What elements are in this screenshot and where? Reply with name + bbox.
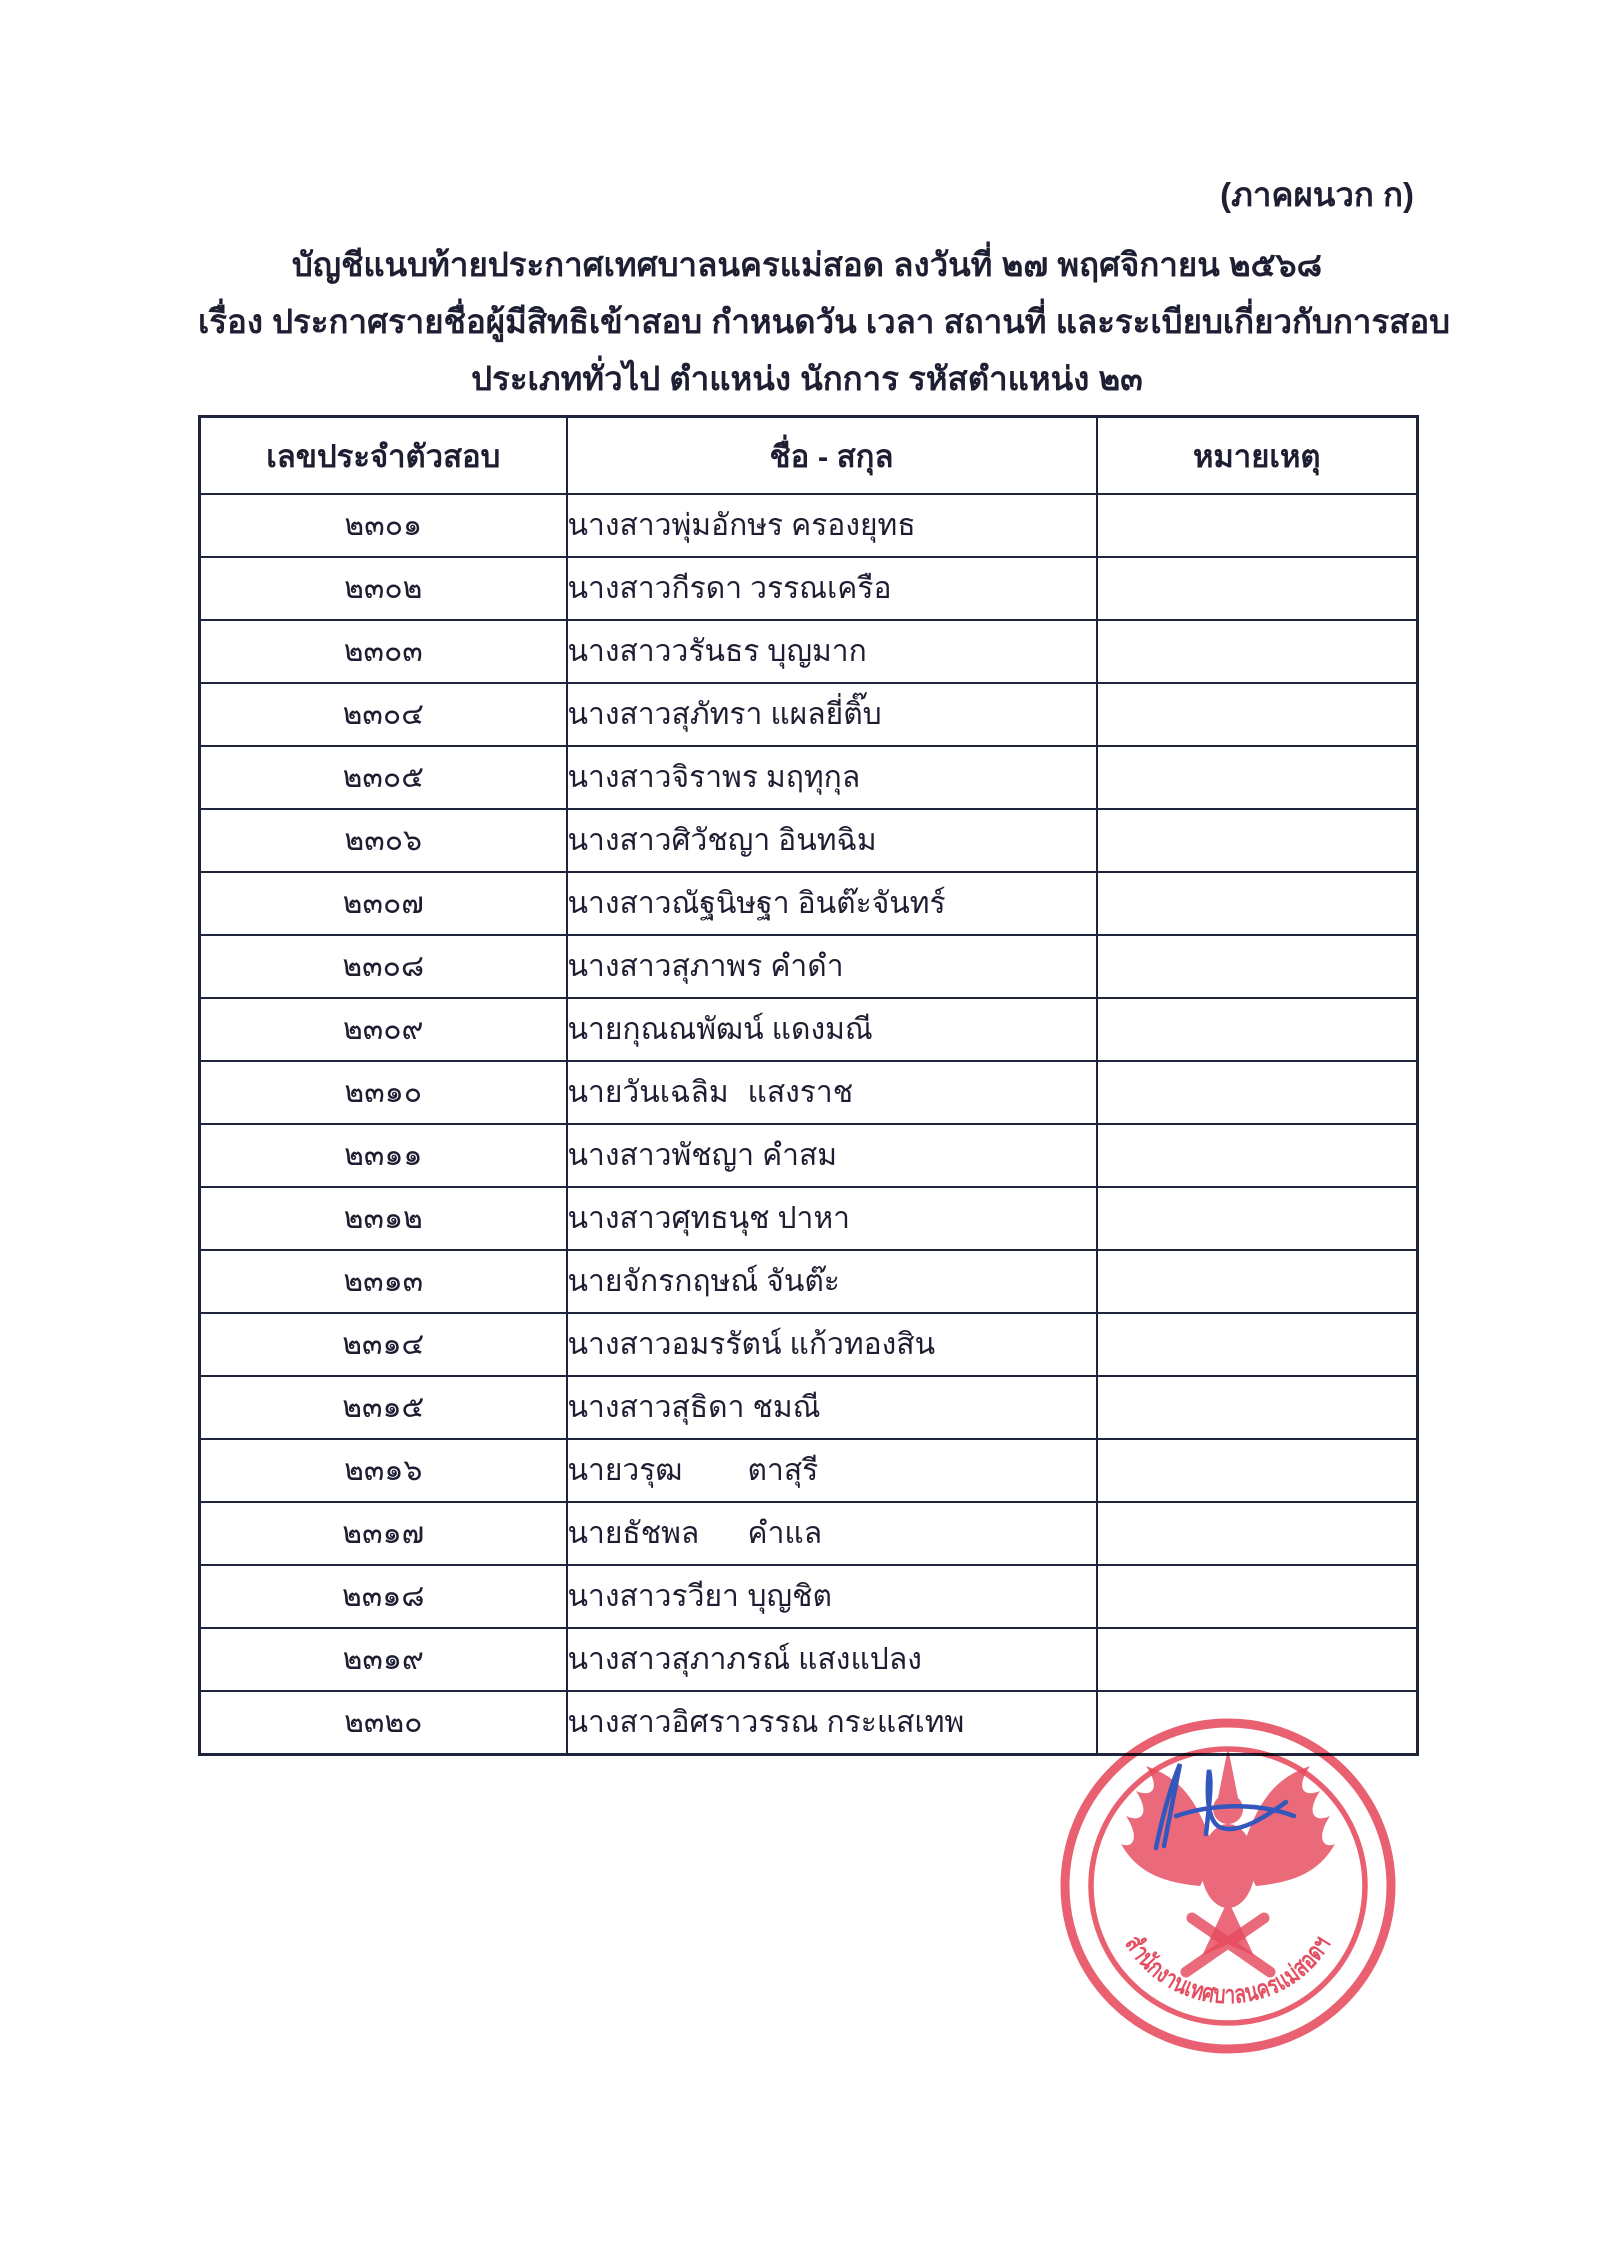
stamp-org-text: สำนักงานเทศบาลนครแม่สอดฯ — [1119, 1928, 1338, 2010]
name-cell — [567, 935, 1097, 998]
remark-cell — [1097, 935, 1418, 998]
signature-icon — [1156, 1764, 1294, 1848]
roster-table-body — [200, 494, 1418, 1755]
remark-cell — [1097, 1628, 1418, 1691]
table-row — [200, 1124, 1418, 1187]
last-name: แสงแปลง — [798, 1643, 922, 1676]
header-remark: หมายเหตุ — [1097, 417, 1418, 495]
first-name: นางสาววรันธร — [567, 635, 760, 668]
table-row — [200, 1061, 1418, 1124]
exam-id-cell: ๒๓๑๕ — [200, 1376, 567, 1439]
last-name: คำดำ — [770, 950, 844, 983]
name-cell — [567, 998, 1097, 1061]
name-cell — [567, 1124, 1097, 1187]
name-cell — [567, 1250, 1097, 1313]
stamp-inner-ring — [1091, 1749, 1365, 2023]
name-cell — [567, 1061, 1097, 1124]
remark-cell — [1097, 494, 1418, 557]
appendix-label: (ภาคผนวก ก) — [1220, 176, 1414, 213]
exam-id-cell: ๒๓๑๒ — [200, 1187, 567, 1250]
last-name: คำแล — [747, 1517, 823, 1550]
table-row — [200, 1439, 1418, 1502]
last-name: อินต๊ะจันทร์ — [797, 887, 946, 920]
first-name: นางสาวณัฐนิษฐา — [567, 887, 790, 920]
exam-id-cell: ๒๓๑๓ — [200, 1250, 567, 1313]
exam-id-cell: ๒๓๐๙ — [200, 998, 567, 1061]
exam-id-cell: ๒๓๑๗ — [200, 1502, 567, 1565]
garuda-legs-icon — [1186, 1918, 1270, 1972]
remark-cell — [1097, 1565, 1418, 1628]
first-name: นางสาวอมรรัตน์ — [567, 1328, 782, 1361]
header-exam-id: เลขประจำตัวสอบ — [200, 417, 567, 495]
remark-cell — [1097, 1502, 1418, 1565]
name-cell — [567, 1313, 1097, 1376]
garuda-emblem-icon — [1121, 1748, 1335, 1956]
svg-text:สำนักงานเทศบาลนครแม่สอดฯ — [1119, 1928, 1338, 2010]
first-name: นางสาวศุทธนุช — [567, 1202, 770, 1235]
last-name: ครองยุทธ — [791, 509, 916, 542]
name-cell — [567, 1691, 1097, 1755]
last-name: กระแสเทพ — [826, 1706, 965, 1739]
table-row — [200, 494, 1418, 557]
name-cell — [567, 746, 1097, 809]
name-cell — [567, 557, 1097, 620]
first-name: นายวรุฒ — [567, 1454, 683, 1487]
first-name: นางสาวสุภาภรณ์ — [567, 1643, 791, 1676]
title-line-1: บัญชีแนบท้ายประกาศเทศบาลนครแม่สอด ลงวันที่ ๒๗ พฤศจิกายน ๒๕๖๘ — [291, 246, 1323, 283]
exam-id-cell: ๒๓๐๓ — [200, 620, 567, 683]
last-name: ตาสุรี — [747, 1454, 819, 1487]
remark-cell — [1097, 1691, 1418, 1755]
first-name: นางสาวอิศราวรรณ — [567, 1706, 819, 1739]
first-name: นางสาวรวียา — [567, 1580, 739, 1613]
table-header-row — [200, 417, 1418, 495]
remark-cell — [1097, 1376, 1418, 1439]
table-row — [200, 746, 1418, 809]
remark-cell — [1097, 872, 1418, 935]
exam-id-cell: ๒๓๐๕ — [200, 746, 567, 809]
exam-id-cell: ๒๓๐๑ — [200, 494, 567, 557]
first-name: นางสาวสุภัทรา — [567, 698, 763, 731]
name-cell — [567, 809, 1097, 872]
table-row — [200, 683, 1418, 746]
first-name: นางสาวพัชญา — [567, 1139, 755, 1172]
first-name: นายธัชพล — [567, 1517, 700, 1550]
remark-cell — [1097, 683, 1418, 746]
name-cell — [567, 1439, 1097, 1502]
first-name: นายกุณณพัฒน์ — [567, 1013, 764, 1046]
last-name: แผลยี่ติ๊บ — [770, 698, 882, 731]
first-name: นางสาวจิราพร — [567, 761, 758, 794]
exam-id-cell: ๒๓๑๔ — [200, 1313, 567, 1376]
remark-cell — [1097, 746, 1418, 809]
table-row — [200, 1628, 1418, 1691]
name-cell — [567, 683, 1097, 746]
table-row — [200, 1565, 1418, 1628]
exam-id-cell: ๒๓๐๗ — [200, 872, 567, 935]
remark-cell — [1097, 998, 1418, 1061]
name-cell — [567, 620, 1097, 683]
last-name: บุญมาก — [767, 635, 867, 668]
exam-id-cell: ๒๓๐๘ — [200, 935, 567, 998]
table-row — [200, 620, 1418, 683]
name-cell — [567, 494, 1097, 557]
exam-id-cell: ๒๓๐๖ — [200, 809, 567, 872]
first-name: นางสาวสุภาพร — [567, 950, 763, 983]
table-row — [200, 1502, 1418, 1565]
header-name: ชื่อ - สกุล — [567, 417, 1097, 495]
remark-cell — [1097, 1439, 1418, 1502]
first-name: นางสาวกีรดา — [567, 572, 743, 605]
last-name: บุญชิต — [747, 1580, 832, 1613]
exam-id-cell: ๒๓๑๘ — [200, 1565, 567, 1628]
first-name: นายวันเฉลิม — [567, 1076, 729, 1109]
first-name: นางสาวสุธิดา — [567, 1391, 745, 1424]
last-name: แดงมณี — [771, 1013, 873, 1046]
remark-cell — [1097, 557, 1418, 620]
last-name: แสงราช — [747, 1076, 854, 1109]
table-row — [200, 1187, 1418, 1250]
name-cell — [567, 1376, 1097, 1439]
exam-id-cell: ๒๓๒๐ — [200, 1691, 567, 1755]
exam-id-cell: ๒๓๐๔ — [200, 683, 567, 746]
remark-cell — [1097, 1124, 1418, 1187]
remark-cell — [1097, 1061, 1418, 1124]
remark-cell — [1097, 1313, 1418, 1376]
last-name: อินทฉิม — [778, 824, 877, 857]
exam-id-cell: ๒๓๑๙ — [200, 1628, 567, 1691]
exam-id-cell: ๒๓๑๖ — [200, 1439, 567, 1502]
last-name: ชมณี — [752, 1391, 821, 1424]
table-row — [200, 935, 1418, 998]
document-title — [198, 236, 1451, 407]
last-name: แก้วทองสิน — [789, 1328, 936, 1361]
exam-id-cell: ๒๓๑๑ — [200, 1124, 567, 1187]
table-row — [200, 1691, 1418, 1755]
remark-cell — [1097, 809, 1418, 872]
exam-id-cell: ๒๓๑๐ — [200, 1061, 567, 1124]
last-name: จันต๊ะ — [766, 1265, 840, 1298]
name-cell — [567, 1187, 1097, 1250]
last-name: มฤทุกุล — [765, 761, 861, 794]
examinee-table — [198, 415, 1419, 1756]
title-line-2: เรื่อง ประกาศรายชื่อผู้มีสิทธิเข้าสอบ กำหนดวัน เวลา สถานที่ และระเบียบเกี่ยวกับการสอบ — [198, 303, 1451, 340]
table-row — [200, 1250, 1418, 1313]
remark-cell — [1097, 1250, 1418, 1313]
table-row — [200, 557, 1418, 620]
last-name: วรรณเครือ — [750, 572, 892, 605]
first-name: นางสาวพุ่มอักษร — [567, 509, 784, 542]
table-row — [200, 872, 1418, 935]
last-name: คำสม — [762, 1139, 838, 1172]
first-name: นางสาวศิวัชญา — [567, 824, 771, 857]
table-row — [200, 1313, 1418, 1376]
remark-cell — [1097, 1187, 1418, 1250]
name-cell — [567, 872, 1097, 935]
table-row — [200, 1376, 1418, 1439]
last-name: ปาหา — [777, 1202, 851, 1235]
table-row — [200, 809, 1418, 872]
first-name: นายจักรกฤษณ์ — [567, 1265, 759, 1298]
stamp-outer-ring — [1065, 1723, 1391, 2049]
name-cell — [567, 1628, 1097, 1691]
name-cell — [567, 1502, 1097, 1565]
table-row — [200, 998, 1418, 1061]
title-line-3: ประเภททั่วไป ตำแหน่ง นักการ รหัสตำแหน่ง ๒๓ — [471, 360, 1143, 397]
remark-cell — [1097, 620, 1418, 683]
name-cell — [567, 1565, 1097, 1628]
exam-id-cell: ๒๓๐๒ — [200, 557, 567, 620]
